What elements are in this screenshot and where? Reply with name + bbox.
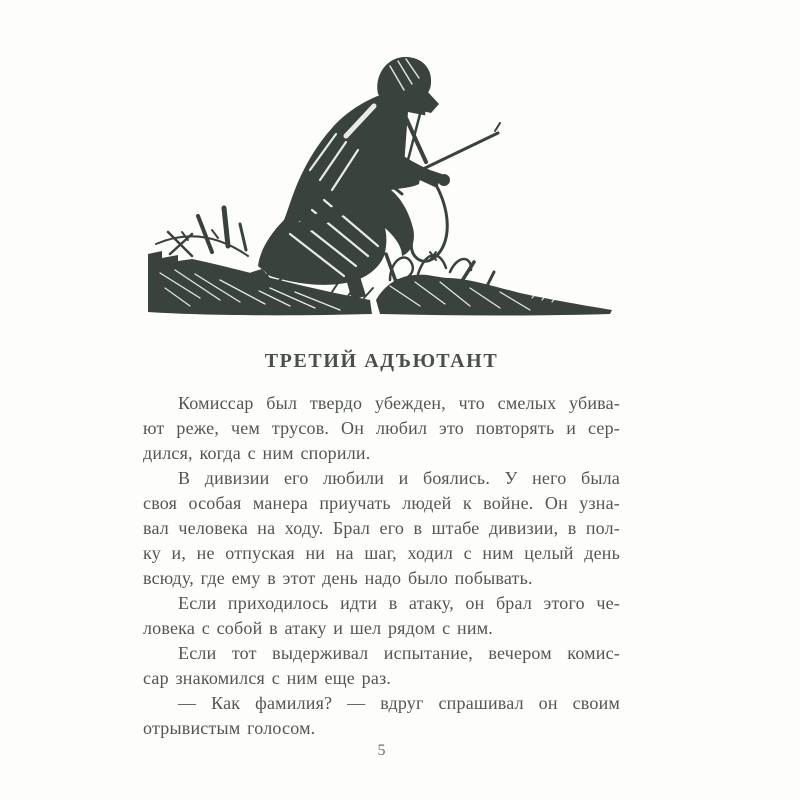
page-number: 5 (377, 742, 386, 759)
text-line: ют реже, чем трусов. Он любил это повторять и сер- (143, 418, 620, 438)
chapter-title: ТРЕТИЙ АДЪЮТАНТ (264, 350, 499, 372)
ground-right-mound (376, 275, 612, 316)
text-line: Если приходилось идти в атаку, он брал этого че- (178, 593, 620, 613)
text-line: вал человека на ходу. Брал его в штабе дивизии, в пол- (143, 518, 620, 538)
rifle-sling (411, 178, 447, 261)
text-line: своя особая манера приучать людей к войне. Он узна- (143, 493, 620, 513)
text-line: сар знакомился с ним еще раз. (143, 668, 392, 688)
soldier-running-illustration (140, 48, 620, 318)
text-line: Комиссар был твердо убежден, что смелых убива- (178, 393, 620, 413)
text-line: ку и, не отпуская ни на шаг, ходил с ним целый день (143, 543, 620, 563)
barbed-wire-left (156, 208, 248, 256)
text-line: Если тот выдерживал испытание, вечером комис- (178, 643, 620, 663)
text-line: отрывистым голосом. (143, 718, 316, 738)
body-text (143, 391, 620, 741)
soldier-figure (241, 57, 500, 300)
text-line: В дивизии его любили и боялись. У него была (178, 468, 620, 488)
text-line: всюду, где ему в этот день надо было побывать. (143, 568, 533, 588)
text-line: ловека с собой в атаку и шел рядом с ним. (143, 618, 493, 638)
text-line: дился, когда с ним спорили. (143, 443, 371, 463)
text-line: — Как фамилия? — вдруг спрашивал он своим (178, 693, 620, 713)
